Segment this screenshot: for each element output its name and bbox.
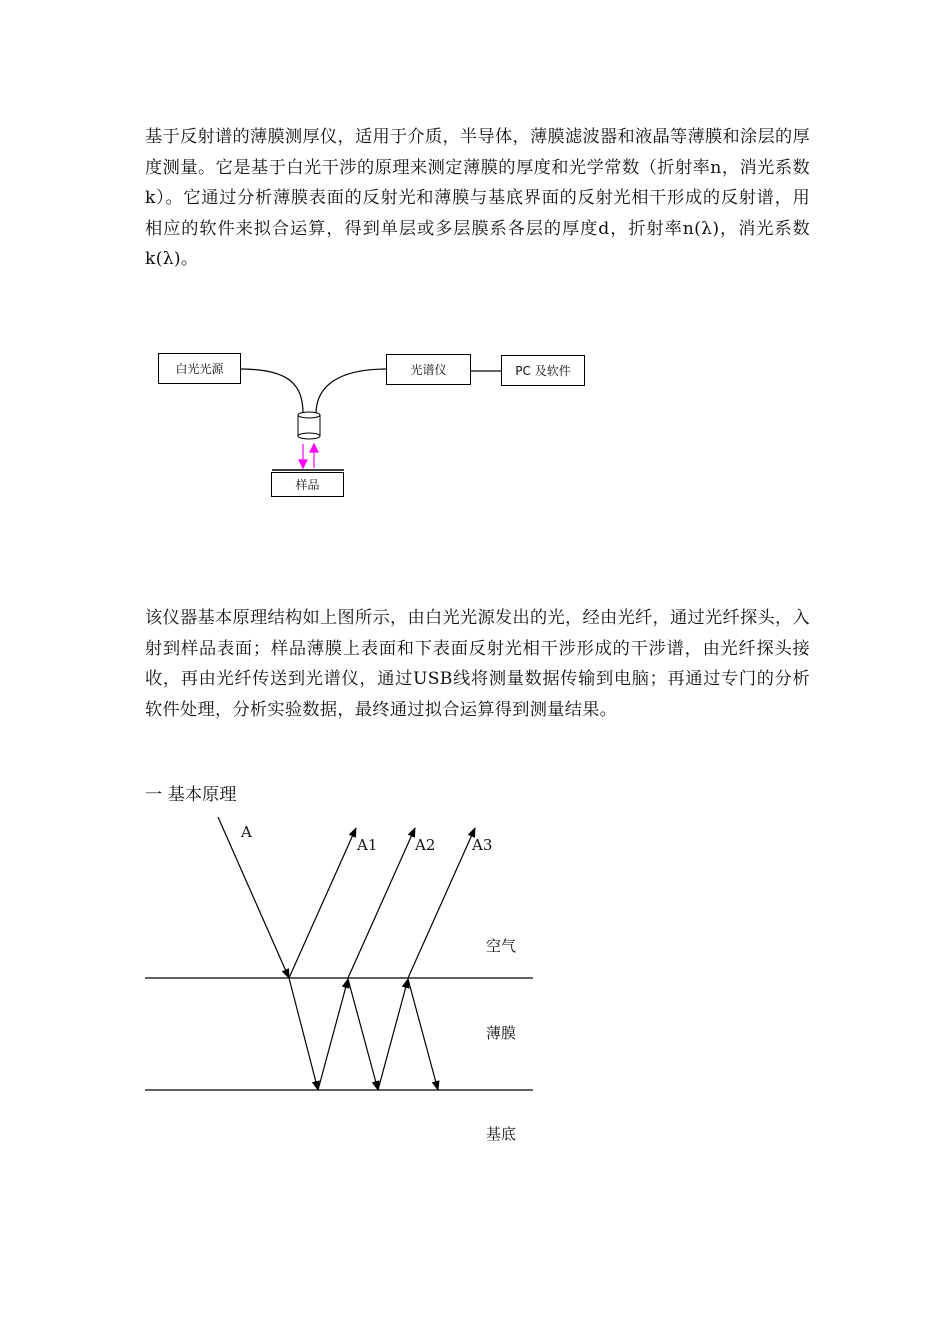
label-film: 薄膜 <box>486 1024 517 1042</box>
ray-incident <box>218 817 289 978</box>
ray-up-2 <box>378 979 408 1090</box>
light-source-box: 白光光源 <box>158 353 241 384</box>
pc-box: PC 及软件 <box>501 355 585 386</box>
label-a2: A2 <box>415 836 436 854</box>
ray-down-2 <box>348 979 378 1090</box>
label-a1: A1 <box>357 836 378 854</box>
label-a3: A3 <box>472 836 493 854</box>
label-a: A <box>241 823 252 841</box>
ray-refract-1 <box>289 978 318 1090</box>
intro-paragraph: 基于反射谱的薄膜测厚仪，适用于介质，半导体，薄膜滤波器和液晶等薄膜和涂层的厚度测量。它是基于白光干涉的原理来测定薄膜的厚度和光学常数（折射率n，消光系数k）。它通过分析薄膜表面的反射光和薄膜与基底界面的反射光相干形成的反射谱，用相应的软件来拟合运算，得到单层或多层膜系各层的厚度d，折射率n(λ)，消光系数k(λ)。 <box>145 127 810 269</box>
ray-up-1 <box>318 979 348 1090</box>
ray-down-3 <box>408 979 438 1090</box>
explanation-paragraph: 该仪器基本原理结构如上图所示，由白光光源发出的光，经由光纤，通过光纤探头，入射到样品表面；样品薄膜上表面和下表面反射光相干涉形成的干涉谱，由光纤探头接收，再由光纤传送到光谱仪，通过USB线将测量数据传输到电脑；再通过专门的分析软件处理，分析实验数据，最终通过拟合运算得到测量结果。 <box>145 608 810 720</box>
ray-paths <box>218 817 475 1090</box>
label-air: 空气 <box>486 937 517 955</box>
ray-a1 <box>289 828 356 978</box>
spectrometer-box: 光谱仪 <box>386 354 471 385</box>
label-substrate: 基底 <box>486 1125 517 1143</box>
section-heading: 一 基本原理 <box>145 785 237 805</box>
sample-box: 样品 <box>271 472 344 497</box>
